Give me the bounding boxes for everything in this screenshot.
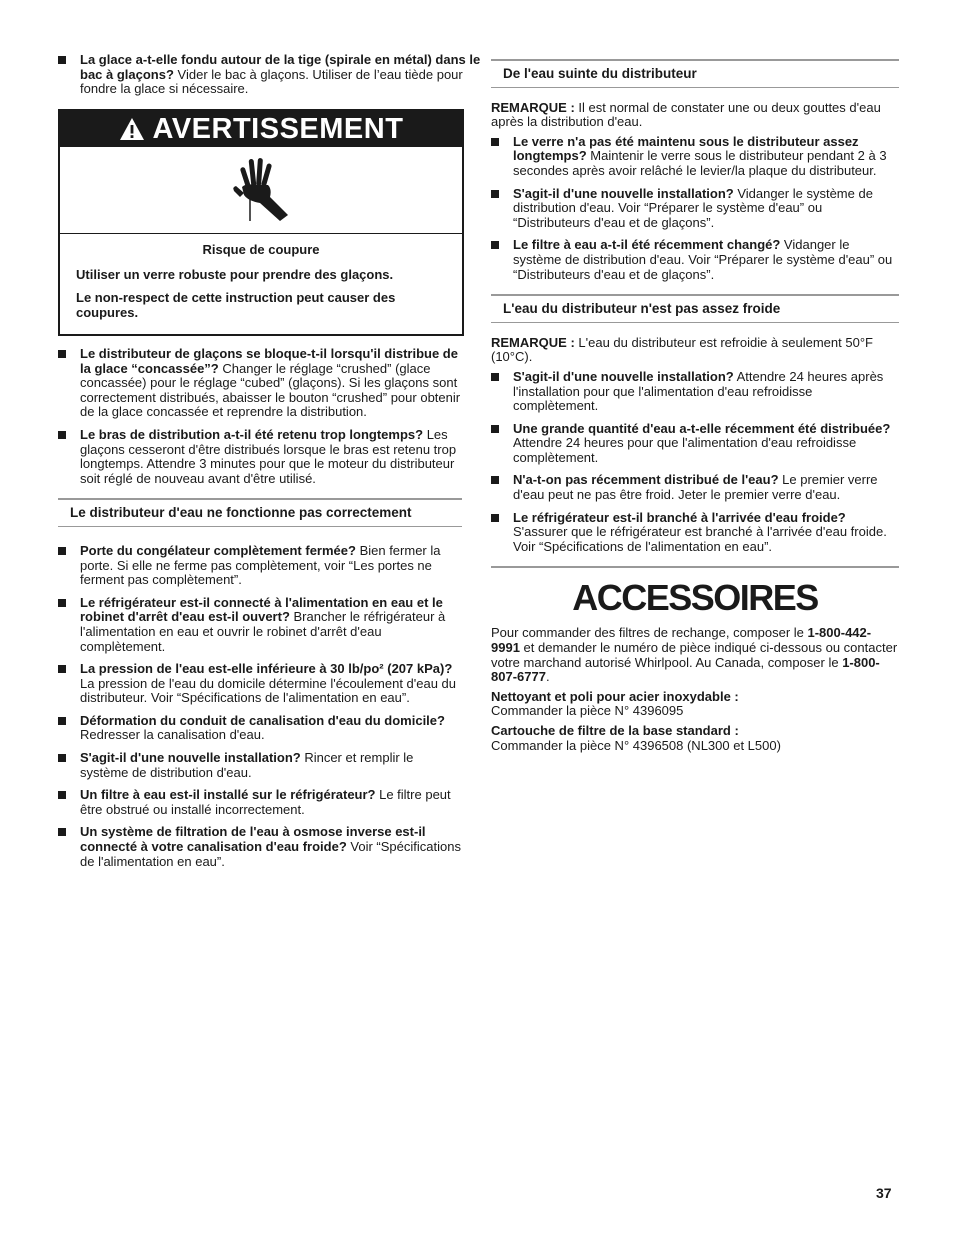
- left-bullets: [58, 347, 462, 877]
- list-item: Le réfrigérateur est-il branché à l'arrivée d'eau froide? S'assurer que le réfrigérateur est branché à l'arrivée d'eau froide. Voir “Spécifications de l'alimentation en eau”.: [491, 511, 899, 555]
- section-heading: De l'eau suinte du distributeur: [491, 59, 899, 88]
- cold-note: REMARQUE : L'eau du distributeur est refroidie à seulement 50°F (10°C).: [491, 334, 873, 365]
- warning-box: [58, 109, 464, 336]
- warning-risk: Risque de coupure: [202, 242, 320, 257]
- list-item: Le filtre à eau a-t-il été récemment changé? Vidanger le système de distribution d'eau. Voir “Préparer le système d'eau” ou “Distributeurs d'eau et de glaçons”.: [491, 238, 899, 282]
- accessories-divider: [491, 566, 899, 618]
- list-item: S'agit-il d'une nouvelle installation? Rincer et remplir le système de distribution d'eau.: [58, 751, 462, 780]
- list-item: Le réfrigérateur est-il connecté à l'alimentation en eau et le robinet d'arrêt d'eau est-il ouvert? Brancher le réfrigérateur à l'alimentation en eau et ouvrir le robinet d'arrêt d'eau complètement.: [58, 596, 462, 654]
- drip-note: REMARQUE : Il est normal de constater une ou deux gouttes d'eau après la distribution d'eau.: [491, 99, 881, 130]
- warning-body: [60, 234, 462, 320]
- list-item: Le distributeur de glaçons se bloque-t-il lorsqu'il distribue de la glace “concassée”? Changer le réglage “crushed” (glace concassée) pour le réglage “cubed” (glaçons). Si les glaçons sont correctement distribués, abaisser le bouton “crushed” pour obtenir de la glace concassée et reprendre la distribution.: [58, 347, 462, 420]
- accessory-item: Cartouche de filtre de la base standard : Commander la pièce N° 4396508 (NL300 et L500): [491, 723, 781, 753]
- section-heading: L'eau du distributeur n'est pas assez froide: [491, 294, 899, 323]
- list-item: Un filtre à eau est-il installé sur le réfrigérateur? Le filtre peut être obstrué ou installé incorrectement.: [58, 788, 462, 817]
- warning-line-1: Utiliser un verre robuste pour prendre des glaçons.: [76, 266, 394, 282]
- list-item: Porte du congélateur complètement fermée? Bien fermer la porte. Si elle ne ferme pas complètement, voir “Les portes ne ferment pas complètement”.: [58, 544, 462, 588]
- list-item: S'agit-il d'une nouvelle installation? Attendre 24 heures après l'installation pour que l'alimentation d'eau refroidisse complètement.: [491, 370, 899, 414]
- cut-hand-icon: [228, 157, 292, 223]
- list-item: Une grande quantité d'eau a-t-elle récemment été distribuée? Attendre 24 heures pour que l'alimentation d'eau refroidisse complètement.: [491, 422, 899, 466]
- list-item: Le verre n'a pas été maintenu sous le distributeur assez longtemps? Maintenir le verre sous le distributeur pendant 2 à 3 secondes après avoir relâché le levier/la plaque du distributeur.: [491, 135, 899, 179]
- warning-icon-row: [60, 147, 462, 234]
- page-number: 37: [876, 1185, 892, 1201]
- list-item: N'a-t-on pas récemment distribué de l'eau? Le premier verre d'eau peut ne pas être froid. Jeter le premier verre d'eau.: [491, 473, 899, 502]
- bullet-square-icon: [58, 56, 66, 64]
- right-column: [491, 59, 899, 758]
- warning-title: AVERTISSEMENT: [152, 112, 404, 145]
- accessories-title: ACCESSOIRES: [572, 577, 818, 619]
- accessories-intro: Pour commander des filtres de rechange, composer le 1-800-442-9991 et demander le numéro de pièce indiqué ci-dessous ou contacter votre marchand autorisé Whirlpool. Au Canada, composer le 1-800-807-6777.: [491, 625, 898, 685]
- warning-triangle-icon: [119, 117, 145, 141]
- list-item: S'agit-il d'une nouvelle installation? Vidanger le système de distribution d'eau. Voir “Préparer le système d'eau” ou “Distributeurs d'eau et de glaçons”.: [491, 187, 899, 231]
- list-item: Le bras de distribution a-t-il été retenu trop longtemps? Les glaçons cesseront d'être distribués lorsque le bras est retenu trop longtemps. Attendre 3 minutes pour que le moteur du distributeur soit réglé de nouveau avant d'être utilisé.: [58, 428, 462, 486]
- warning-line-2: Le non-respect de cette instruction peut causer des coupures.: [76, 290, 396, 320]
- accessory-item: Nettoyant et poli pour acier inoxydable : Commander la pièce N° 4396095: [491, 688, 739, 719]
- warning-title-bar: [60, 111, 462, 147]
- section-heading: Le distributeur d'eau ne fonctionne pas correctement: [58, 498, 462, 527]
- list-item: La pression de l'eau est-elle inférieure à 30 lb/po² (207 kPa)? La pression de l'eau du domicile détermine l'écoulement d'eau du distributeur. Voir “Spécifications de l'alimentation en eau”.: [58, 662, 462, 706]
- list-item: Un système de filtration de l'eau à osmose inverse est-il connecté à votre canalisation d'eau froide? Voir “Spécifications de l'alimentation en eau”.: [58, 825, 462, 869]
- intro-bullet: La glace a-t-elle fondu autour de la tige (spirale en métal) dans le bac à glaçons? Vider le bac à glaçons. Utiliser de l’eau tiède pour fondre la glace si nécessaire.: [58, 53, 484, 97]
- list-item: Déformation du conduit de canalisation d'eau du domicile? Redresser la canalisation d'eau.: [58, 714, 462, 743]
